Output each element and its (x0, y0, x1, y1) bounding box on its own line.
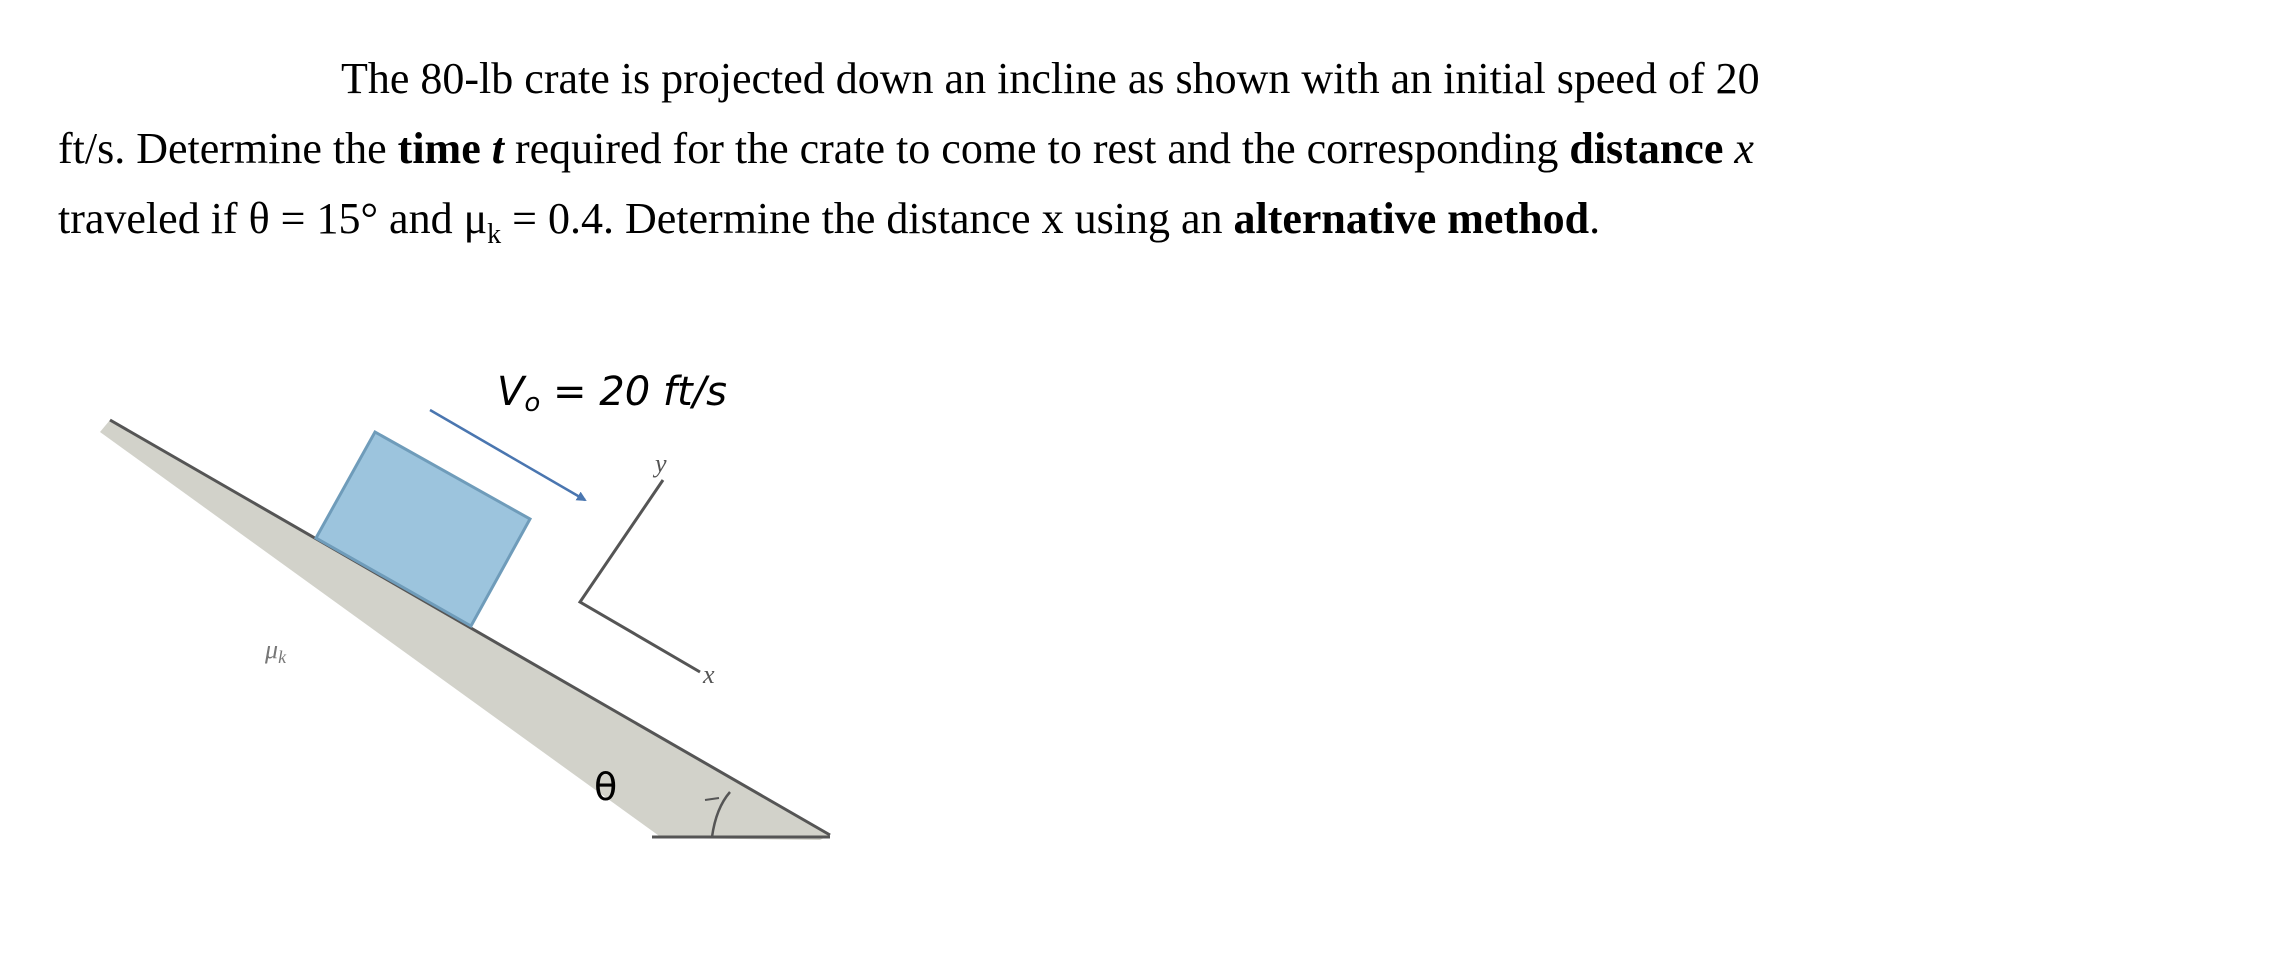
problem-mu-subscript: k (487, 218, 502, 250)
axis-y-label: y (655, 449, 667, 478)
incline-edge (110, 420, 830, 835)
problem-distance-symbol: x (1734, 124, 1754, 173)
problem-time-bold: time (397, 124, 492, 173)
axis-x-label: x (703, 660, 715, 689)
problem-distance-bold: distance (1569, 124, 1724, 173)
problem-time-symbol: t (491, 124, 504, 173)
problem-line-1-text: The 80-lb crate is projected down an incline as shown with an initial speed of 20 (341, 54, 1760, 103)
problem-line-3-part-a: traveled if θ = 15° and μ (58, 194, 488, 243)
coordinate-axes (580, 480, 700, 672)
velocity-label: Vo = 20 ft/s (497, 369, 727, 418)
friction-coefficient-label: μk (265, 635, 287, 667)
problem-line-2-part-d: required for the crate to come to rest and the corresponding (503, 124, 1570, 173)
problem-line-2-part-a: ft/s. Determine the (58, 124, 398, 173)
angle-label: θ (594, 765, 618, 809)
problem-line-3-part-b: = 0.4. Determine the distance x using an (501, 194, 1234, 243)
problem-alternative-method-bold: alternative method (1233, 194, 1590, 243)
problem-line-3-period: . (1589, 194, 1601, 243)
